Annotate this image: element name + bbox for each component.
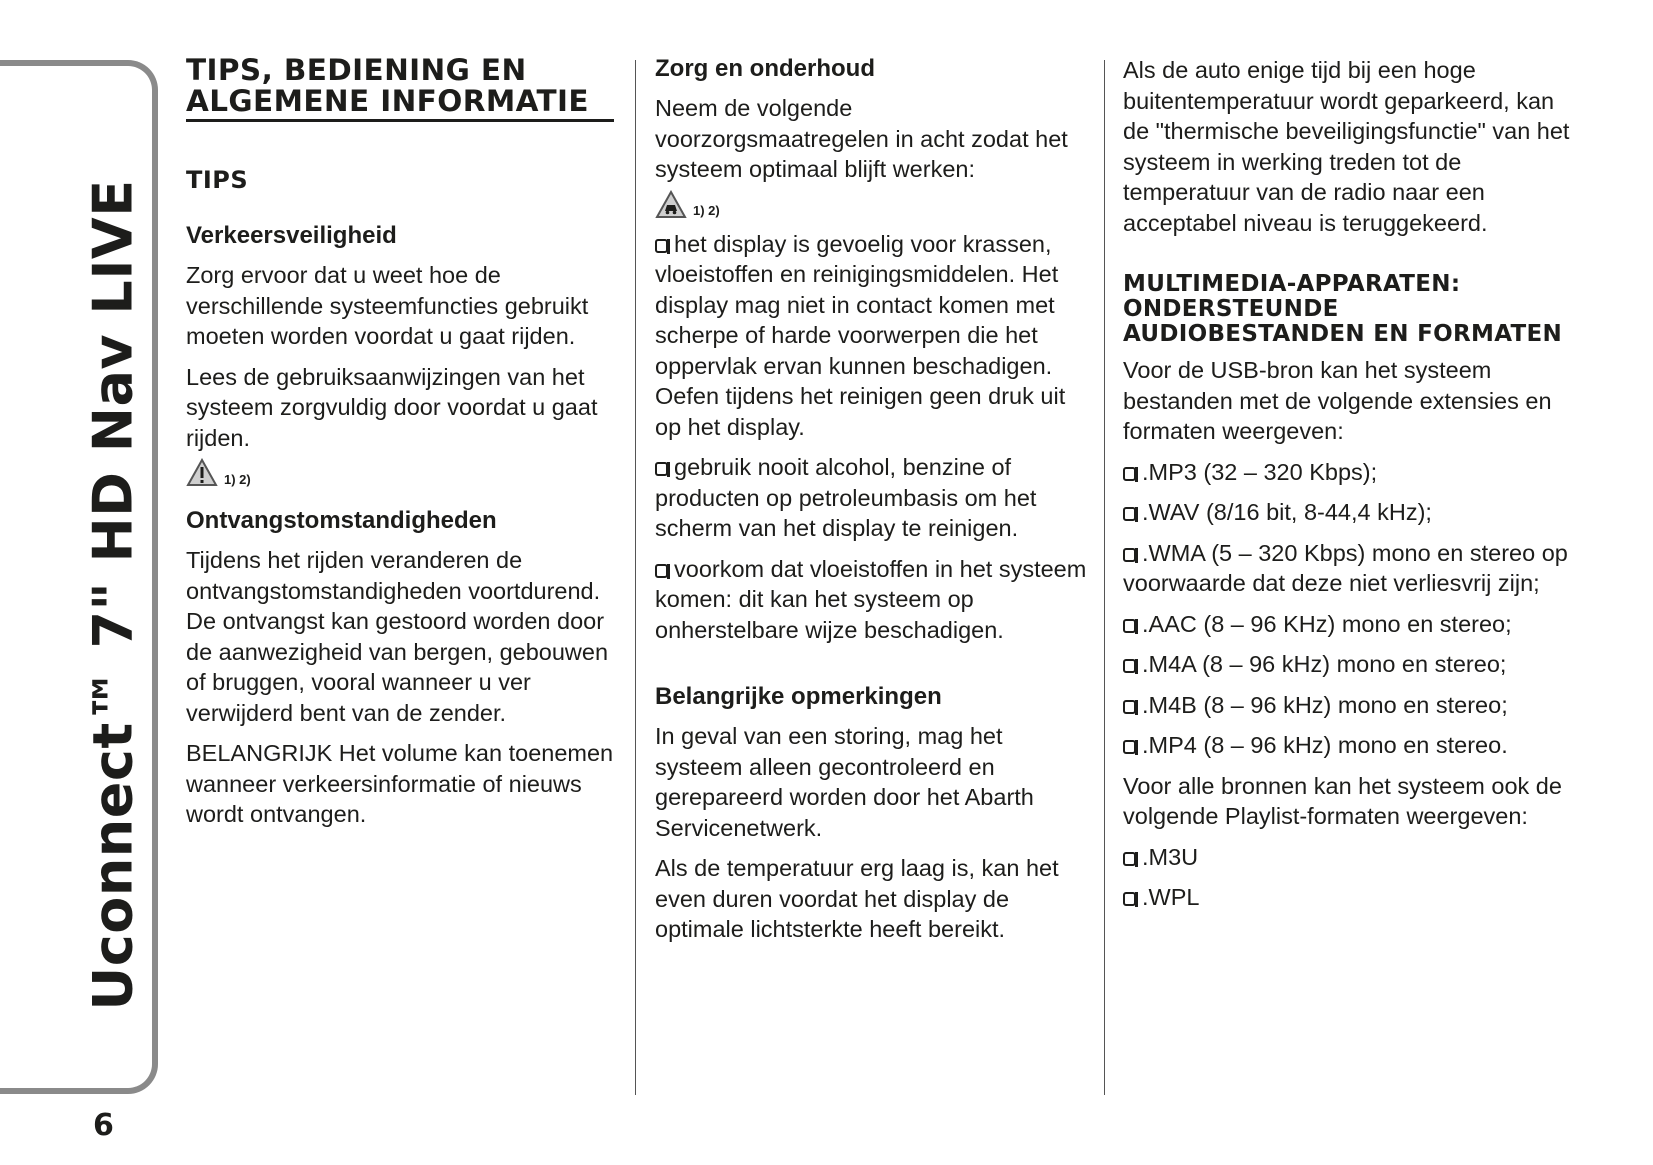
multimedia-title: MULTIMEDIA-APPARATEN: ONDERSTEUNDE AUDIOBESTANDEN EN FORMATEN <box>1123 271 1563 347</box>
format-item: .MP3 (32 – 320 Kbps); <box>1123 457 1571 488</box>
bullet-icon <box>1123 659 1136 673</box>
ontvangst-paragraph-2: BELANGRIJK Het volume kan toenemen wanneer verkeersinformatie of nieuws wordt ontvangen. <box>186 740 614 827</box>
bullet-icon <box>1123 892 1136 906</box>
usb-paragraph: Voor de USB-bron kan het systeem bestanden met de volgende extensies en formaten weergeven: <box>1123 357 1552 444</box>
bullet-icon <box>1123 619 1136 633</box>
belangrijk-paragraph-2: Als de temperatuur erg laag is, kan het even duren voordat het display de optimale lichtsterkte heeft bereikt. <box>655 855 1059 942</box>
column-divider <box>1104 60 1105 1095</box>
bullet-icon <box>1123 740 1136 754</box>
playlist-paragraph: Voor alle bronnen kan het systeem ook de volgende Playlist-formaten weergeven: <box>1123 772 1562 829</box>
belangrijk-title: Belangrijke opmerkingen <box>655 683 942 710</box>
playlist-item: .WPL <box>1123 882 1571 913</box>
bullet-icon <box>1123 548 1136 562</box>
column-1 <box>186 55 614 830</box>
care-ref-text: 1) 2) <box>693 203 720 218</box>
verkeersveiligheid-title: Verkeersveiligheid <box>186 222 397 249</box>
bullet-icon <box>655 239 668 253</box>
verkeersveiligheid-paragraph-1: Zorg ervoor dat u weet hoe de verschillende systeemfuncties gebruikt moeten worden voordat u gaat rijden. <box>186 262 589 349</box>
belangrijk-paragraph-1: In geval van een storing, mag het systeem alleen gecontroleerd en gerepareerd worden door het Abarth Servicenetwerk. <box>655 723 1034 841</box>
column-3 <box>1123 55 1571 913</box>
sidebar-chapter-title: Uconnect™ 7" HD Nav LIVE <box>81 179 145 1011</box>
bullet-icon <box>1123 700 1136 714</box>
thermal-paragraph: Als de auto enige tijd bij een hoge buitentemperatuur wordt geparkeerd, kan de "thermische beveiligingsfunctie" van het systeem in werking treden tot de temperatuur van de radio naar een acceptabel niveau is teruggekeerd. <box>1123 57 1570 236</box>
car-care-icon <box>655 190 687 220</box>
care-bullet: gebruik nooit alcohol, benzine of producten op petroleumbasis om het scherm van het display te reinigen. <box>655 454 1037 541</box>
playlist-item: .M3U <box>1123 842 1571 873</box>
bullet-icon <box>655 462 668 476</box>
column-2 <box>655 55 1091 945</box>
care-reference <box>655 185 1091 225</box>
column-divider <box>635 60 636 1095</box>
page-number: 6 <box>93 1108 114 1143</box>
zorg-title: Zorg en onderhoud <box>655 55 875 82</box>
format-item: .WAV (8/16 bit, 8-44,4 kHz); <box>1123 497 1571 528</box>
bullet-icon <box>655 564 668 578</box>
format-item: .M4A (8 – 96 kHz) mono en stereo; <box>1123 649 1571 680</box>
format-item: .M4B (8 – 96 kHz) mono en stereo; <box>1123 690 1571 721</box>
main-title: TIPS, BEDIENING EN ALGEMENE INFORMATIE <box>186 55 614 122</box>
care-bullet: voorkom dat vloeistoffen in het systeem komen: dit kan het systeem op onherstelbare wijze beschadigen. <box>655 555 1087 643</box>
verkeersveiligheid-paragraph-2: Lees de gebruiksaanwijzingen van het systeem zorgvuldig door voordat u gaat rijden. <box>186 363 598 451</box>
tips-title: TIPS <box>186 166 249 194</box>
bullet-icon <box>1123 467 1136 481</box>
warning-reference <box>186 453 614 493</box>
format-item: .WMA (5 – 320 Kbps) mono en stereo op voorwaarde dat deze niet verliesvrij zijn; <box>1123 539 1568 596</box>
warning-triangle-icon <box>186 458 218 488</box>
format-item: .AAC (8 – 96 KHz) mono en stereo; <box>1123 609 1571 640</box>
zorg-paragraph: Neem de volgende voorzorgsmaatregelen in acht zodat het systeem optimaal blijft werken: <box>655 95 1068 182</box>
bullet-icon <box>1123 852 1136 866</box>
bullet-icon <box>1123 507 1136 521</box>
format-item: .MP4 (8 – 96 kHz) mono en stereo. <box>1123 730 1571 761</box>
ontvangst-title: Ontvangstomstandigheden <box>186 507 497 534</box>
ontvangst-paragraph-1: Tijdens het rijden veranderen de ontvangstomstandigheden voortdurend. De ontvangst kan gestoord worden door de aanwezigheid van bergen, gebouwen of bruggen, vooral wanneer u ver verwijderd bent van de zender. <box>186 547 609 726</box>
care-bullet: het display is gevoelig voor krassen, vloeistoffen en reinigingsmiddelen. Het display mag niet in contact komen met scherpe of harde voorwerpen die het oppervlak ervan kunnen beschadigen. Oefen tijdens het reinigen geen druk uit op het display. <box>655 230 1066 440</box>
warning-ref-text: 1) 2) <box>224 471 251 487</box>
